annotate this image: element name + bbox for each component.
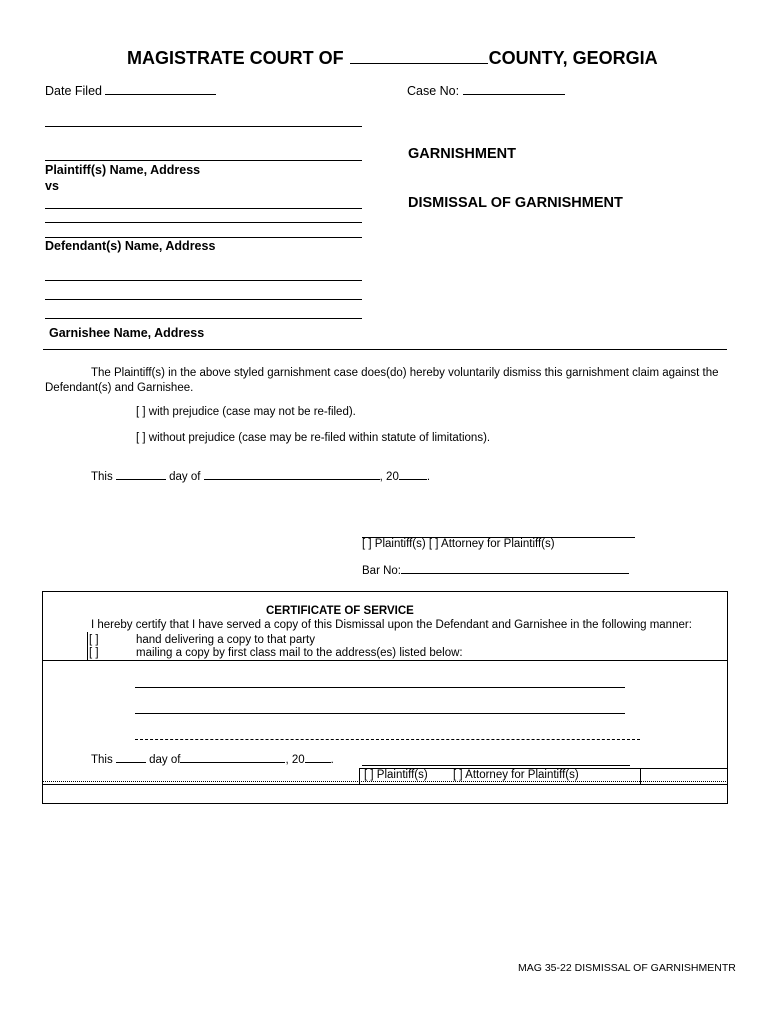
court-title [127, 48, 658, 69]
hand-delivery-text: hand delivering a copy to that party [136, 634, 316, 646]
date-end: . [426, 471, 431, 483]
date-filed-field[interactable] [105, 94, 216, 95]
address-line-1[interactable] [135, 687, 625, 688]
cert-date-year-label: , 20 [285, 754, 305, 766]
dismissal-heading: DISMISSAL OF GARNISHMENT [408, 195, 623, 211]
certificate-title: CERTIFICATE OF SERVICE [266, 605, 414, 617]
with-prejudice-option[interactable]: [ ] with prejudice (case may not be re-filed). [136, 406, 356, 418]
hand-delivery-checkbox[interactable]: [ ] [89, 634, 99, 646]
cert-date-day-of-label: day of [149, 754, 181, 766]
cert-inner-left [87, 632, 88, 660]
cert-date-month-field[interactable] [180, 762, 285, 763]
address-line-2[interactable] [135, 713, 625, 714]
court-title-right: COUNTY, GEORGIA [488, 48, 658, 68]
case-number [407, 84, 565, 98]
date-day-of-label: day of [169, 471, 201, 483]
bar-number [362, 565, 629, 577]
court-title-left: MAGISTRATE COURT OF [127, 48, 344, 68]
date-filed [45, 84, 216, 98]
bar-no-label: Bar No: [362, 565, 401, 577]
cert-dotted-line [42, 781, 728, 782]
cert-date-end: . [330, 754, 334, 766]
bar-no-field[interactable] [401, 573, 629, 574]
cert-signature-line[interactable] [362, 765, 630, 766]
plaintiff-line-1[interactable] [45, 126, 362, 127]
defendant-line-3[interactable] [45, 237, 362, 238]
date-day-field[interactable] [116, 479, 166, 480]
garnishee-line-3[interactable] [45, 318, 362, 319]
cert-row-divider-2 [42, 784, 728, 785]
section-divider [43, 349, 727, 350]
cert-option-hand-delivery[interactable] [89, 634, 99, 646]
date-year-label: , 20 [379, 471, 399, 483]
without-prejudice-option[interactable]: [ ] without prejudice (case may be re-filed within statute of limitations). [136, 432, 491, 444]
cert-signer-attorney[interactable]: [ ] Attorney for Plaintiff(s) [453, 769, 579, 781]
cert-signer-plaintiff[interactable]: [ ] Plaintiff(s) [364, 769, 428, 781]
signer-options[interactable]: [ ] Plaintiff(s) [ ] Attorney for Plaintiff(s) [362, 538, 555, 550]
date-month-field[interactable] [204, 479, 380, 480]
plaintiff-line-2[interactable] [45, 160, 362, 161]
garnishee-line-1[interactable] [45, 280, 362, 281]
county-name-field[interactable] [350, 63, 488, 64]
plaintiff-label: Plaintiff(s) Name, Address [45, 163, 201, 177]
case-no-field[interactable] [463, 94, 565, 95]
defendant-line-2[interactable] [45, 222, 362, 223]
mail-text: mailing a copy by first class mail to the address(es) listed below: [136, 647, 463, 659]
garnishee-line-2[interactable] [45, 299, 362, 300]
defendant-label: Defendant(s) Name, Address [45, 239, 216, 253]
case-no-label: Case No: [407, 84, 460, 98]
dismissal-date-line [91, 471, 430, 483]
cert-date-line [91, 754, 334, 766]
address-line-3[interactable] [135, 739, 640, 740]
cert-date-year-field[interactable] [305, 762, 331, 763]
date-year-field[interactable] [399, 479, 427, 480]
garnishment-heading: GARNISHMENT [408, 146, 516, 162]
date-filed-label: Date Filed [45, 84, 102, 98]
dismissal-paragraph: The Plaintiff(s) in the above styled garnishment case does(do) hereby voluntarily dismiss this garnishment claim against the Defendant(s) and Garnishee. [45, 367, 719, 394]
cert-option-mail[interactable] [89, 647, 99, 659]
vs-label: vs [45, 179, 59, 193]
cert-date-this-label: This [91, 754, 113, 766]
garnishee-label: Garnishee Name, Address [49, 326, 205, 340]
cert-date-day-field[interactable] [116, 762, 146, 763]
date-this-label: This [91, 471, 113, 483]
cert-row-divider-1 [42, 660, 728, 661]
certificate-statement: I hereby certify that I have served a copy of this Dismissal upon the Defendant and Garnishee in the following manner: [91, 619, 692, 631]
mail-checkbox[interactable]: [ ] [89, 647, 99, 659]
form-id: MAG 35-22 DISMISSAL OF GARNISHMENTR [518, 962, 736, 974]
defendant-line-1[interactable] [45, 208, 362, 209]
